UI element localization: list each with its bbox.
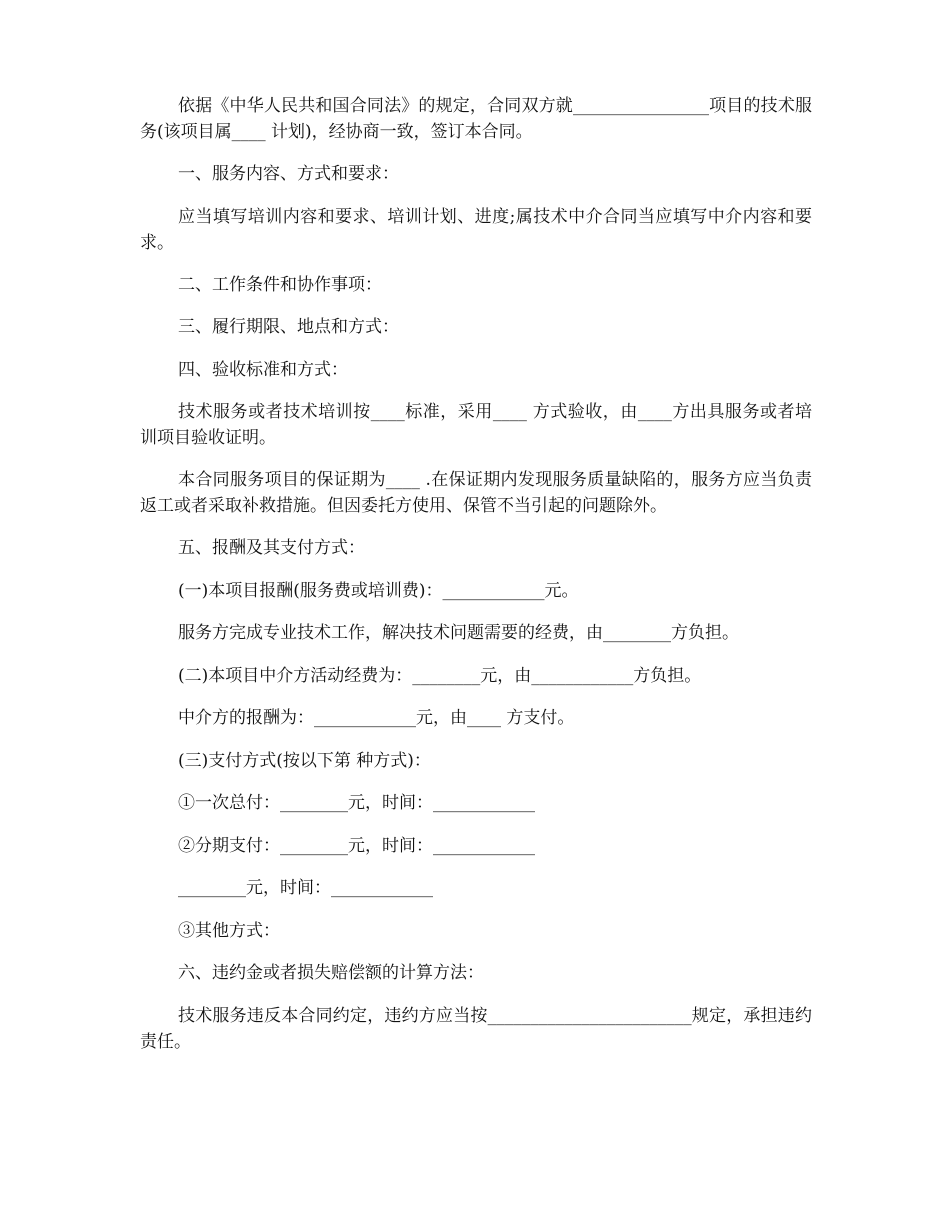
acceptance-paragraph: 技术服务或者技术培训按____标准，采用____ 方式验收，由____方出具服务或者培训项目验收证明。 <box>140 402 812 448</box>
payment-option-other: ③其他方式： <box>178 920 280 941</box>
payment-expense-line: 服务方完成专业技术工作，解决技术问题需要的经费，由________方负担。 <box>178 623 739 643</box>
payment-item-2: (二)本项目中介方活动经费为：________元，由____________方负担。 <box>178 665 702 686</box>
penalty-paragraph: 技术服务违反本合同约定，违约方应当按________________________规定，承担违约责任。 <box>140 1005 812 1052</box>
section-heading-work-conditions: 二、工作条件和协作事项： <box>178 274 382 295</box>
section-heading-performance-term: 三、履行期限、地点和方式： <box>178 317 399 337</box>
intro-paragraph: 依据《中华人民共和国合同法》的规定，合同双方就________________项目的技术服务(该项目属____ 计划)，经协商一致，签订本合同。 <box>140 96 812 142</box>
contract-page <box>140 93 812 1071</box>
section-heading-penalty: 六、违约金或者损失赔偿额的计算方法： <box>178 963 484 983</box>
section-heading-payment: 五、报酬及其支付方式： <box>178 538 365 558</box>
intermediary-fee-line: 中介方的报酬为：____________元，由____ 方支付。 <box>178 708 575 728</box>
payment-item-3: (三)支付方式(按以下第 种方式)： <box>178 750 431 771</box>
warranty-paragraph: 本合同服务项目的保证期为____ .在保证期内发现服务质量缺陷的，服务方应当负责返工或者采取补救措施。但因委托方使用、保管不当引起的问题除外。 <box>140 470 812 516</box>
service-content-paragraph: 应当填写培训内容和要求、培训计划、进度;属技术中介合同当应填写中介内容和要求。 <box>140 206 812 253</box>
payment-item-1: (一)本项目报酬(服务费或培训费)：____________元。 <box>178 580 579 601</box>
section-heading-service-content: 一、服务内容、方式和要求： <box>178 164 399 184</box>
payment-option-installment: ②分期支付：________元，时间：____________ <box>178 835 535 856</box>
section-heading-acceptance: 四、验收标准和方式： <box>178 359 348 380</box>
payment-option-lump-sum: ①一次总付：________元，时间：____________ <box>178 793 535 813</box>
payment-option-installment-2: ________元，时间：____________ <box>178 878 433 898</box>
